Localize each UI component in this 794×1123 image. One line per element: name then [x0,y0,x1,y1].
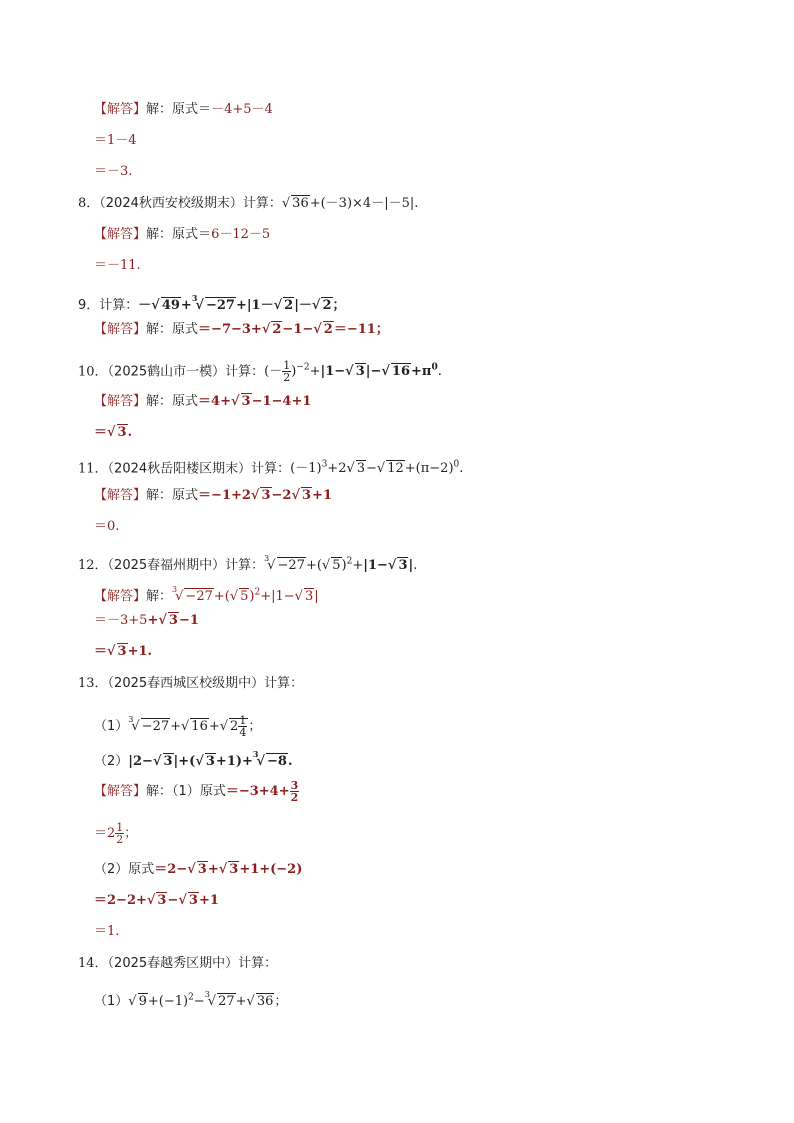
answer-7-line-3: ＝－3. [94,164,133,179]
problem-10: 10．（2025鹤山市一模）计算：(－ $\frac{1}{2}$ )$^{-2}$+|1−√ 3|−√ $16+\pi^0$. [78,359,442,385]
answer-13-line-1: 【解答】解：（1）原式＝−3+4+ $\frac{3}{2}$ [94,779,299,804]
answer-8-line-2: ＝－11. [94,258,141,273]
problem-10-expression: (－ $\frac{1}{2}$ )$^{-2}$+|1−√ 3|−√ $16+\pi^0$. [264,359,442,385]
problem-8-expression: √ 36+(－3)×4－|－5|. [281,196,419,211]
answer-12-line-2 [94,611,199,633]
answer-10-expression-1: ＝4+√ 3−1−4+1 [198,394,312,409]
problem-12: 12．（2025春福州期中）计算：$^3$√ −27+(√ 5)$^2$+|1−√ 3|. [78,554,418,573]
answer-11-expression: ＝−1+2√ 3−2√ 3+1 [198,488,332,503]
answer-8-line-1: 【解答】解：原式＝6－12－5 [94,227,271,242]
problem-13-part-2: （2）|2−√ 3|+(√ 3+1)+$^3$√ −8. [94,749,293,769]
problem-12-expression: $^3$√ −27+(√ 5)$^2$+|1−√ 3|. [264,554,418,573]
answer-13-expression-2: ＝2 $\frac{1}{2}$ ； [94,821,138,846]
problem-8: 8．（2024秋西安校级期末）计算：√ 36+(－3)×4－|－5|. [78,196,419,211]
answer-13-line-2 [94,818,137,850]
problem-9-expression: －√ 49+$^3$√ −27+|1－√ 2|－√ 2； [138,293,346,313]
answer-13-expression-4: ＝2−2+√ 3−√ 3+1 [94,893,219,908]
problem-11: 11．（2024秋岳阳楼区期末）计算：$(-1)^3+2√$ 3−√ $12+(\pi-2)^0$. [78,460,464,477]
problem-13-part-2-expression: |2−√ 3|+(√ 3+1)+$^3$√ −8. [128,749,293,769]
answer-tag: 【解答】 [94,102,147,117]
answer-12-line-1: 【解答】解：$^3$√ −27+(√ 5)$^2$+|1−√ 3| [94,585,319,604]
answer-10-line-1: 【解答】解：原式＝4+√ 3−1−4+1 [94,394,312,409]
answer-13-expression-1: ＝−3+4+ $\frac{3}{2}$ [225,779,299,804]
problem-13-part-1-expression: $^3$√ −27+√ 16+√ 2 $\frac{1}{4}$ ； [128,714,262,739]
problem-14: 14．（2025春越秀区期中）计算： [78,956,278,971]
answer-9-line-1: 【解答】解：原式＝−7−3+√ 2−1−√ 2＝−11； [94,322,389,337]
answer-13-expression-3: ＝2−√ 3+√ 3+1+(−2) [154,862,303,877]
answer-12-line-3 [94,642,152,664]
problem-13-part-1: $(1)^3√ -27+√$ 16+√ 2 $\frac{1}{4}$ ； [94,714,262,739]
problem-14-part-1: （1）√ $9+(-1)^2-^3√$ 27+√ 36； [94,990,288,1009]
answer-10-line-2 [94,423,132,445]
answer-9-expression: ＝−7−3+√ 2−1−√ 2＝−11； [198,322,389,337]
answer-12-expression-3: ＝√ 3+1. [94,644,153,659]
answer-7-line-1: 【解答】解：原式＝－4+5－4 [94,102,273,117]
answer-11-line-2: ＝0. [94,519,120,534]
answer-13-line-4 [94,891,219,913]
answer-13-line-5: ＝1. [94,924,120,939]
answer-12-expression-2: ＝－3+5+√ 3−1 [94,613,199,628]
problem-13: 13．（2025春西城区校级期中）计算： [78,676,304,691]
problem-9: 9．计算：－√ 49+$^3$√ −27+|1－√ 2|－√ 2； [78,293,346,313]
answer-10-expression-2: ＝√ 3. [94,425,133,440]
answer-11-line-1: 【解答】解：原式＝−1+2√ 3−2√ 3+1 [94,488,332,503]
answer-7-line-2: ＝1－4 [94,133,137,148]
answer-13-line-3: （2）原式＝2−√ 3+√ 3+1+(−2) [94,862,303,877]
problem-11-expression: $(-1)^3+2√$ 3−√ $12+(\pi-2)^0$. [290,460,464,477]
answer-12-expression-1: $^3$√ −27+(√ 5)$^2$+|1−√ 3| [172,585,319,604]
problem-14-part-1-expression: √ $9+(-1)^2-^3√$ 27+√ 36； [128,990,288,1009]
